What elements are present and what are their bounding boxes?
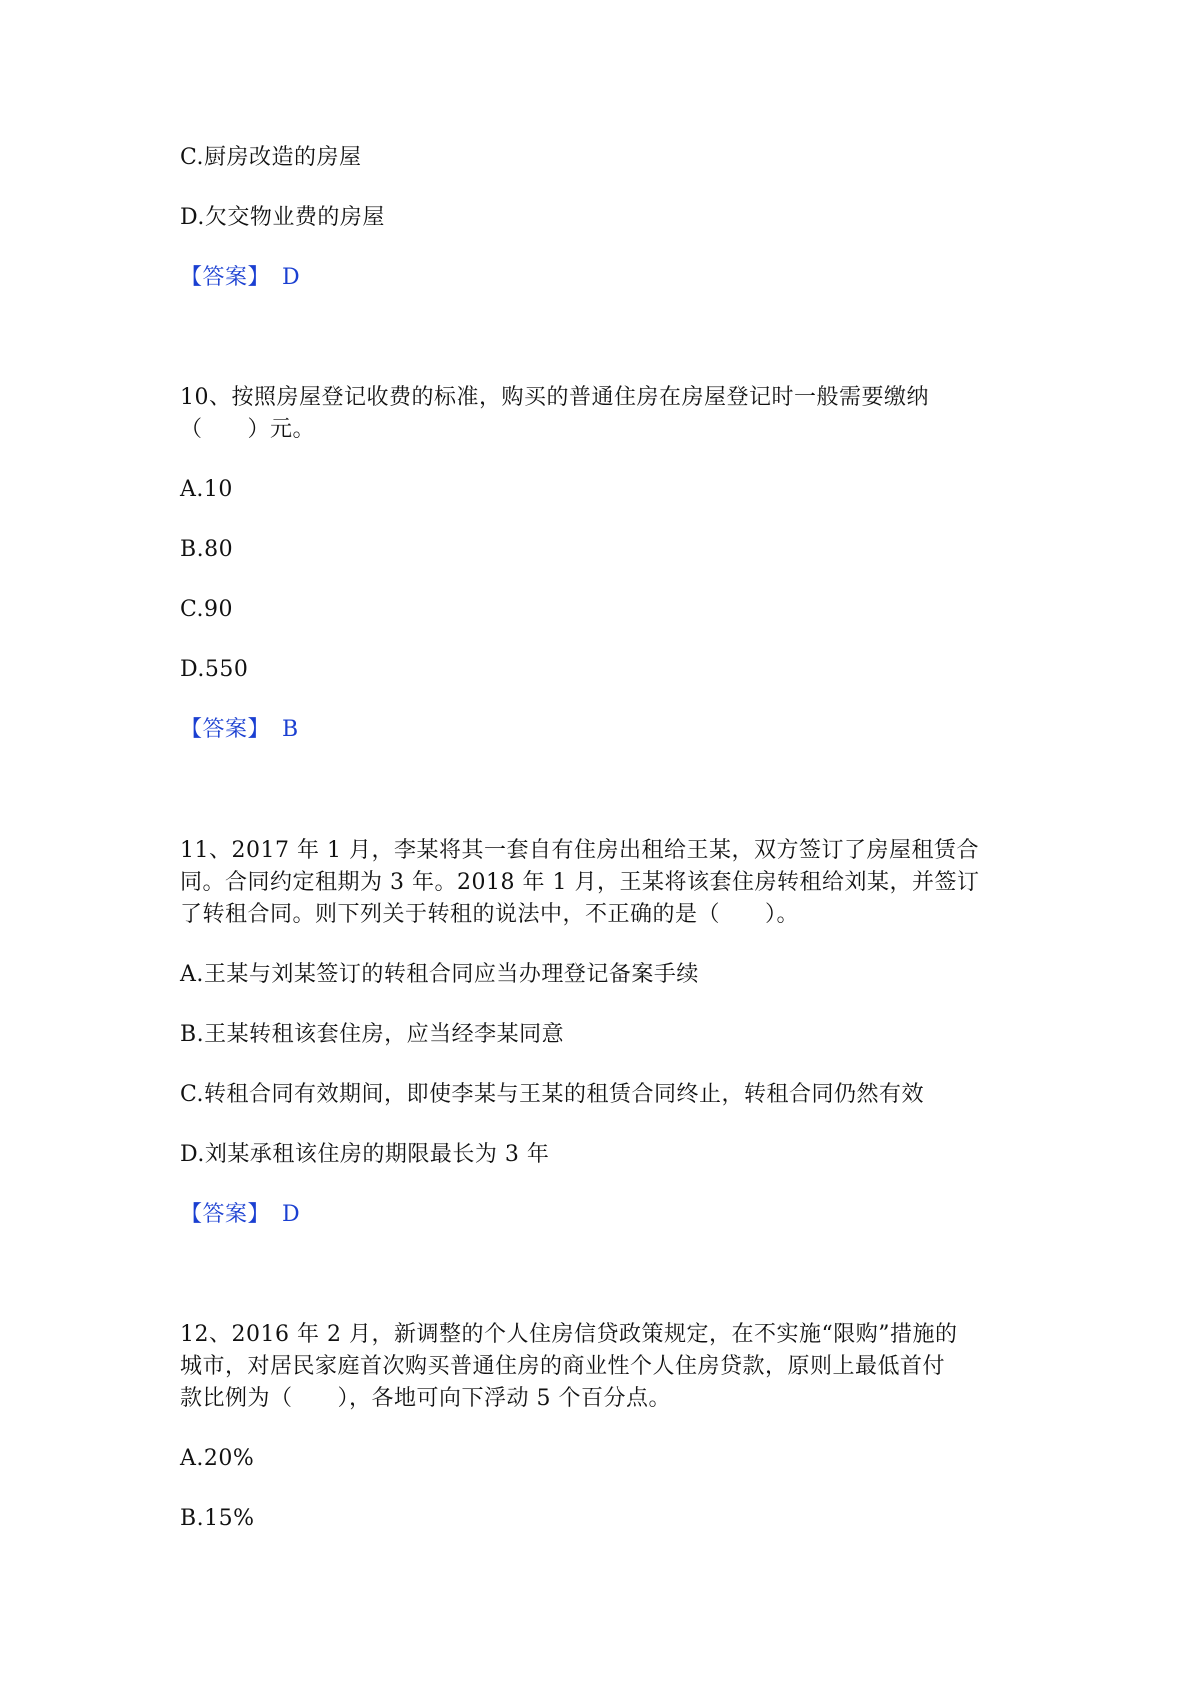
- option-a: A.10: [180, 477, 233, 502]
- option-b: B.80: [180, 537, 234, 562]
- option-c: C.转租合同有效期间，即使李某与王某的租赁合同终止，转租合同仍然有效: [180, 1082, 925, 1107]
- option-d: D.550: [180, 657, 249, 682]
- question-12-line-2: 城市，对居民家庭首次购买普通住房的商业性个人住房贷款，原则上最低首付: [180, 1354, 946, 1379]
- answer-value: D: [282, 1202, 301, 1227]
- answer-line: [180, 1200, 300, 1230]
- question-11-line-1: 11、2017 年 1 月，李某将其一套自有住房出租给王某，双方签订了房屋租赁合: [180, 838, 979, 863]
- question-12-line-1: 12、2016 年 2 月，新调整的个人住房信贷政策规定，在不实施“限购”措施的: [180, 1322, 958, 1347]
- option-c: C.厨房改造的房屋: [180, 145, 362, 170]
- answer-label: 【答案】: [180, 265, 271, 290]
- answer-value: B: [282, 717, 299, 742]
- option-d: D.刘某承租该住房的期限最长为 3 年: [180, 1142, 550, 1167]
- answer-line: [180, 715, 299, 745]
- option-b: B.15%: [180, 1506, 255, 1531]
- question-12-line-3: 款比例为（ ），各地可向下浮动 5 个百分点。: [180, 1386, 671, 1411]
- question-10-line-2: （ ）元。: [180, 417, 316, 442]
- answer-label: 【答案】: [180, 1202, 271, 1227]
- option-a: A.王某与刘某签订的转租合同应当办理登记备案手续: [180, 962, 699, 987]
- question-10-line-1: 10、按照房屋登记收费的标准，购买的普通住房在房屋登记时一般需要缴纳: [180, 385, 929, 410]
- option-b: B.王某转租该套住房，应当经李某同意: [180, 1022, 565, 1047]
- answer-value: D: [282, 265, 301, 290]
- question-11-line-2: 同。合同约定租期为 3 年。2018 年 1 月，王某将该套住房转租给刘某，并签订: [180, 870, 980, 895]
- answer-label: 【答案】: [180, 717, 271, 742]
- option-d: D.欠交物业费的房屋: [180, 205, 385, 230]
- question-11-line-3: 了转租合同。则下列关于转租的说法中，不正确的是（ ）。: [180, 902, 800, 927]
- answer-line: [180, 263, 300, 293]
- option-a: A.20%: [180, 1446, 255, 1471]
- option-c: C.90: [180, 597, 234, 622]
